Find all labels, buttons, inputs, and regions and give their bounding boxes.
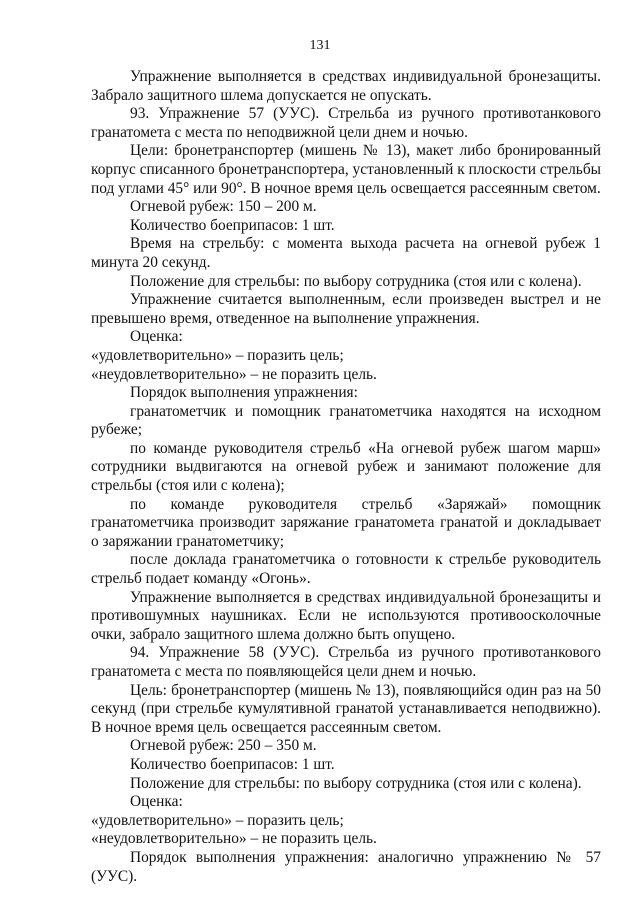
page-number: 131 <box>309 38 331 53</box>
paragraph-ammo: Количество боеприпасов: 1 шт. <box>130 755 335 773</box>
paragraph-equipment: Упражнение выполняется в средствах индивидуальной бронезащиты и противошумных наушниках. Если не используются противоосколочные очки, забрало защитного шлема должно быть опущено. <box>91 588 601 643</box>
procedure-step: гранатометчик и помощник гранатометчика находятся на исходном рубеже; <box>91 402 601 439</box>
grading-satisfactory: «удовлетворительно» – поразить цель; <box>91 811 344 829</box>
procedure-step: после доклада гранатометчика о готовности к стрельбе руководитель стрельб подает команду «Огонь». <box>91 551 601 588</box>
paragraph-grading-label: Оценка: <box>130 793 183 811</box>
paragraph-position: Положение для стрельбы: по выбору сотрудника (стоя или с колена). <box>130 272 582 290</box>
paragraph-completion: Упражнение считается выполненным, если произведен выстрел и не превышено время, отведенное на выполнение упражнения. <box>91 291 601 327</box>
procedure-step: по команде руководителя стрельб «Заряжай» помощник гранатометчика производит заряжание гранатомета гранатой и докладывает о заряжании гранатометчику; <box>91 495 601 550</box>
paragraph-procedure-label: Порядок выполнения упражнения: <box>130 384 358 402</box>
paragraph-firing-line: Огневой рубеж: 250 – 350 м. <box>130 737 317 755</box>
paragraph-firing-line: Огневой рубеж: 150 – 200 м. <box>130 198 317 216</box>
paragraph-ammo: Количество боеприпасов: 1 шт. <box>130 216 335 234</box>
paragraph: Упражнение выполняется в средствах индивидуальной бронезащиты. Забрало защитного шлема допускается не опускать. <box>91 68 601 104</box>
paragraph-position: Положение для стрельбы: по выбору сотрудника (стоя или с колена). <box>130 774 582 792</box>
paragraph-time: Время на стрельбу: с момента выхода расчета на огневой рубеж 1 минута 20 секунд. <box>91 235 601 271</box>
grading-unsatisfactory: «неудовлетворительно» – не поразить цель. <box>91 830 377 848</box>
paragraph-targets: Цели: бронетранспортер (мишень № 13), макет либо бронированный корпус списанного бронетранспортера, установленный к плоскости стрельбы под углами 45° или 90°. В ночное время цель освещается рассеянным светом. <box>91 142 601 197</box>
section-heading-93: 93. Упражнение 57 (УУС). Стрельба из ручного противотанкового гранатомета с места по неподвижной цели днем и ночью. <box>91 105 601 141</box>
body-text <box>91 68 601 886</box>
section-heading-94: 94. Упражнение 58 (УУС). Стрельба из ручного противотанкового гранатомета с места по появляющейся цели днем и ночью. <box>91 644 601 680</box>
paragraph-procedure-ref: Порядок выполнения упражнения: аналогично упражнению № 57 (УУС). <box>91 848 601 885</box>
paragraph-grading-label: Оценка: <box>130 328 183 346</box>
procedure-step: по команде руководителя стрельб «На огневой рубеж шагом марш» сотрудники выдвигаются на огневой рубеж и занимают положение для стрельбы (стоя или с колена); <box>91 439 601 495</box>
paragraph-target: Цель: бронетранспортер (мишень № 13), появляющийся один раз на 50 секунд (при стрельбе кумулятивной гранатой устанавливается неподвижно). В ночное время цель освещается рассеянным светом. <box>91 681 601 736</box>
grading-satisfactory: «удовлетворительно» – поразить цель; <box>91 346 344 364</box>
grading-unsatisfactory: «неудовлетворительно» – не поразить цель. <box>91 365 377 383</box>
